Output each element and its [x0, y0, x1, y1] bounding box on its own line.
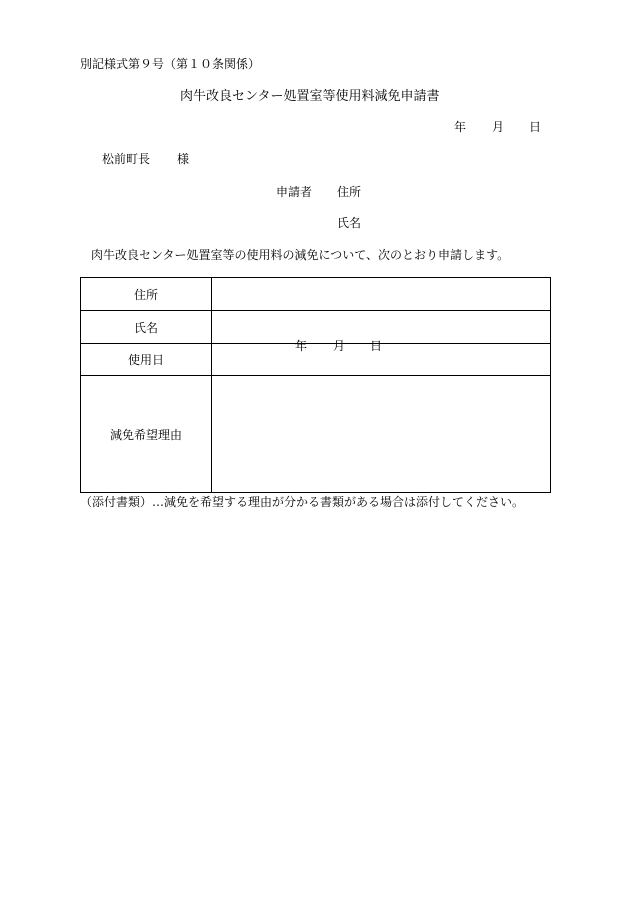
document-title: 肉牛改良センター処置室等使用料減免申請書: [180, 89, 440, 104]
table-row-reason: [81, 376, 551, 493]
attachment-note: （添付書類）…減免を希望する理由が分かる書類がある場合は添付してください。: [80, 495, 525, 509]
reason-field[interactable]: [212, 376, 551, 493]
use-date-month: 月: [333, 339, 346, 353]
table-row-address: [81, 278, 551, 311]
name-label: 氏名: [81, 311, 212, 344]
table-row-use-date: [81, 344, 551, 376]
use-date-year: 年: [295, 339, 308, 353]
date-year: 年: [454, 120, 467, 134]
address-label: 住所: [81, 278, 212, 311]
date-month: 月: [492, 120, 505, 134]
applicant-name-label: 氏名: [337, 216, 362, 230]
reason-label: 減免希望理由: [81, 376, 212, 493]
table-row-name: [81, 311, 551, 344]
applicant-label: 申請者: [276, 185, 313, 199]
applicant-address-label: 住所: [337, 185, 362, 199]
use-date-label: 使用日: [81, 344, 212, 376]
addressee-honorific: 様: [177, 152, 190, 166]
application-table: [80, 277, 551, 493]
use-date-day: 日: [370, 339, 383, 353]
form-number: 別記様式第９号（第１０条関係）: [80, 57, 261, 71]
statement: 肉牛改良センター処置室等の使用料の減免について、次のとおり申請します。: [91, 248, 510, 262]
address-field[interactable]: [212, 278, 551, 311]
date-day: 日: [529, 120, 542, 134]
addressee-name: 松前町長: [102, 152, 151, 166]
use-date-field[interactable]: [212, 339, 551, 376]
